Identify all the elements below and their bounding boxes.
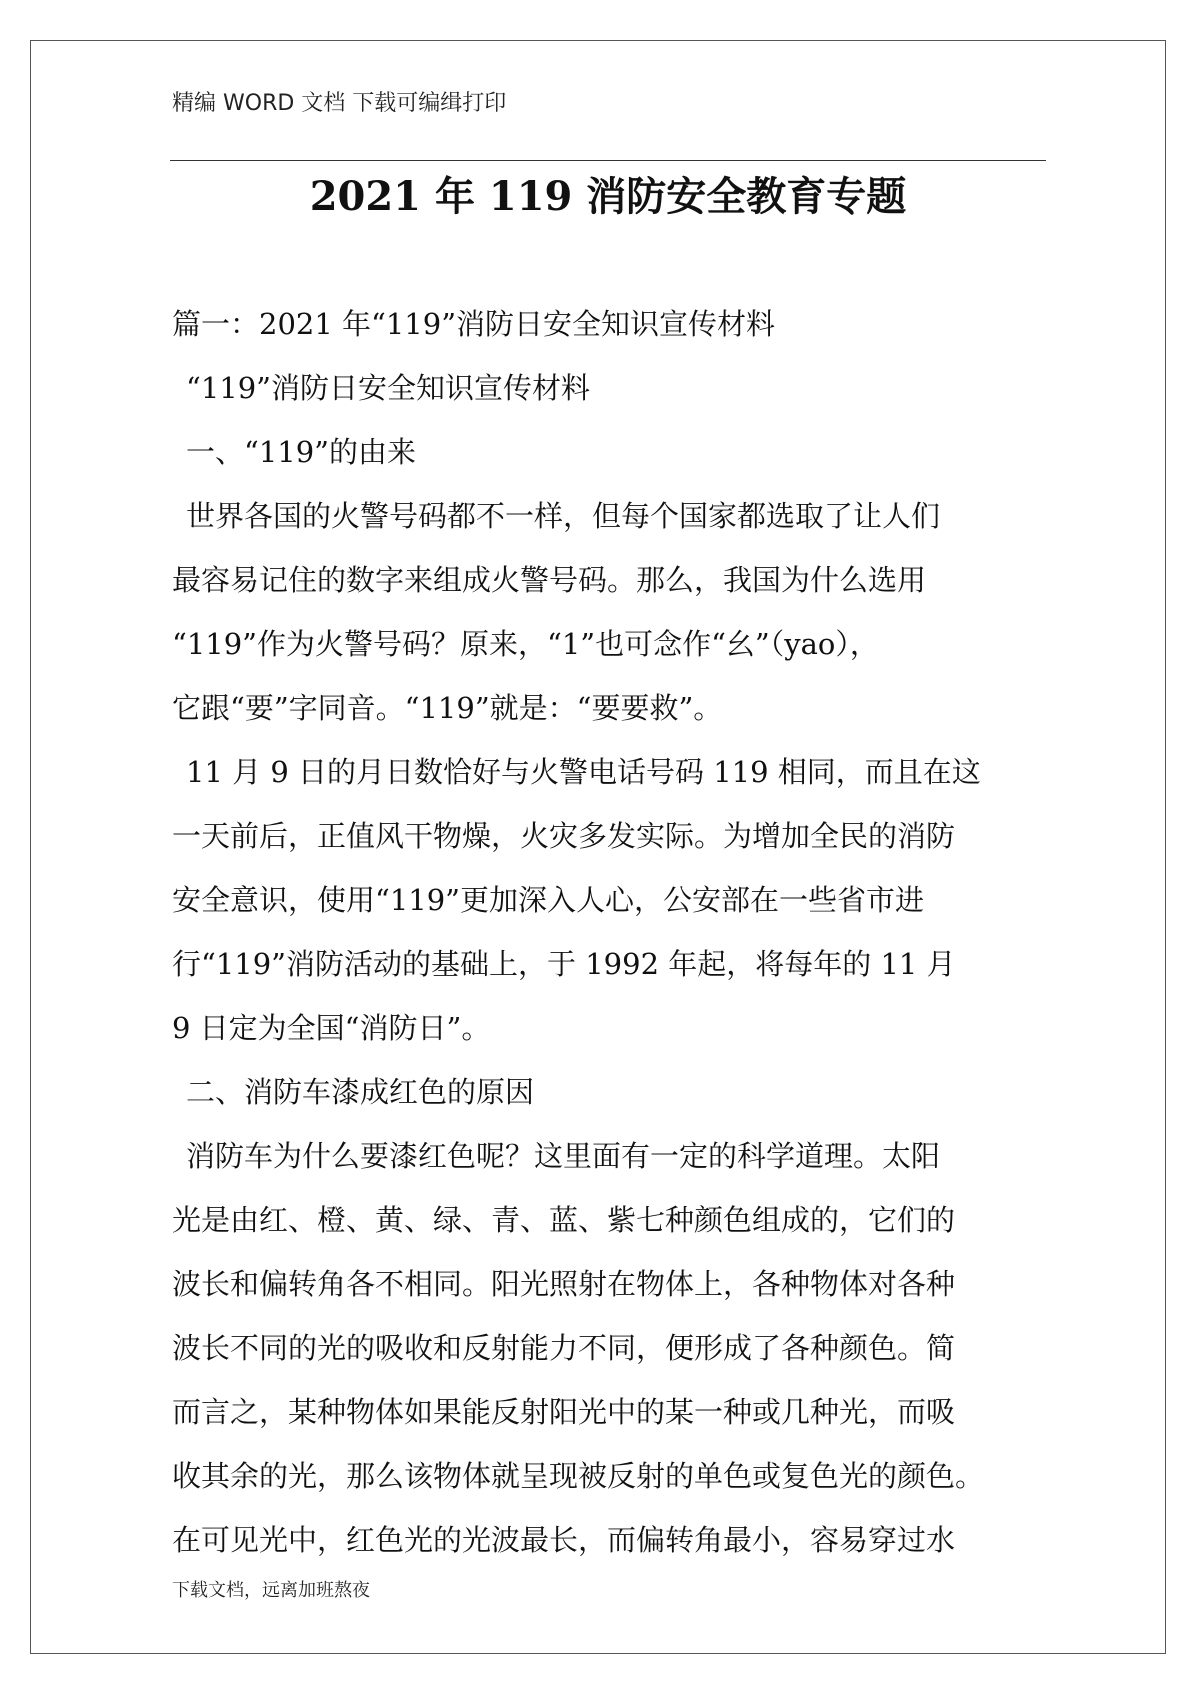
paragraph-line: 消防车为什么要漆红色呢？这里面有一定的科学道理。太阳 (186, 1139, 941, 1173)
paragraph-line: 一天前后，正值风干物燥，火灾多发实际。为增加全民的消防 (172, 819, 956, 853)
paragraph-line: 波长和偏转角各不相同。阳光照射在物体上，各种物体对各种 (172, 1267, 956, 1301)
subtitle-line: “119”消防日安全知识宣传材料 (186, 371, 591, 405)
paragraph-line: 最容易记住的数字来组成火警号码。那么，我国为什么选用 (172, 563, 927, 597)
page-footer: 下载文档，远离加班熬夜 (172, 1580, 370, 1601)
document-title: 2021 年 119 消防安全教育专题 (309, 173, 907, 220)
paragraph-line: 波长不同的光的吸收和反射能力不同，便形成了各种颜色。简 (172, 1331, 956, 1365)
paragraph-line: 行“119”消防活动的基础上，于 1992 年起，将每年的 11 月 (172, 947, 956, 981)
document-body (172, 292, 1052, 1572)
section-heading-2: 二、消防车漆成红色的原因 (186, 1075, 535, 1109)
paragraph-line: 9 日定为全国“消防日”。 (172, 1011, 491, 1045)
paragraph-line: 收其余的光，那么该物体就呈现被反射的单色或复色光的颜色。 (172, 1459, 985, 1493)
paragraph-line: 它跟“要”字同音。“119”就是：“要要救”。 (172, 691, 723, 725)
section-heading-1: 一、“119”的由来 (186, 435, 417, 469)
heading-part-one: 篇一：2021 年“119”消防日安全知识宣传材料 (172, 307, 776, 341)
paragraph-line: 光是由红、橙、黄、绿、青、蓝、紫七种颜色组成的，它们的 (172, 1203, 956, 1237)
paragraph-line: 世界各国的火警号码都不一样，但每个国家都选取了让人们 (186, 499, 941, 533)
paragraph-line: 在可见光中，红色光的光波最长，而偏转角最小，容易穿过水 (172, 1523, 956, 1557)
paragraph-line: “119”作为火警号码？原来，“1”也可念作“幺”（yao）， (172, 627, 879, 661)
paragraph-line: 安全意识，使用“119”更加深入人心，公安部在一些省市进 (172, 883, 925, 917)
page-header: 精编 WORD 文档 下载可编缉打印 (172, 91, 507, 116)
paragraph-line: 11 月 9 日的月日数恰好与火警电话号码 119 相同，而且在这 (186, 755, 981, 789)
header-divider (170, 160, 1046, 161)
paragraph-line: 而言之，某种物体如果能反射阳光中的某一种或几种光，而吸 (172, 1395, 956, 1429)
